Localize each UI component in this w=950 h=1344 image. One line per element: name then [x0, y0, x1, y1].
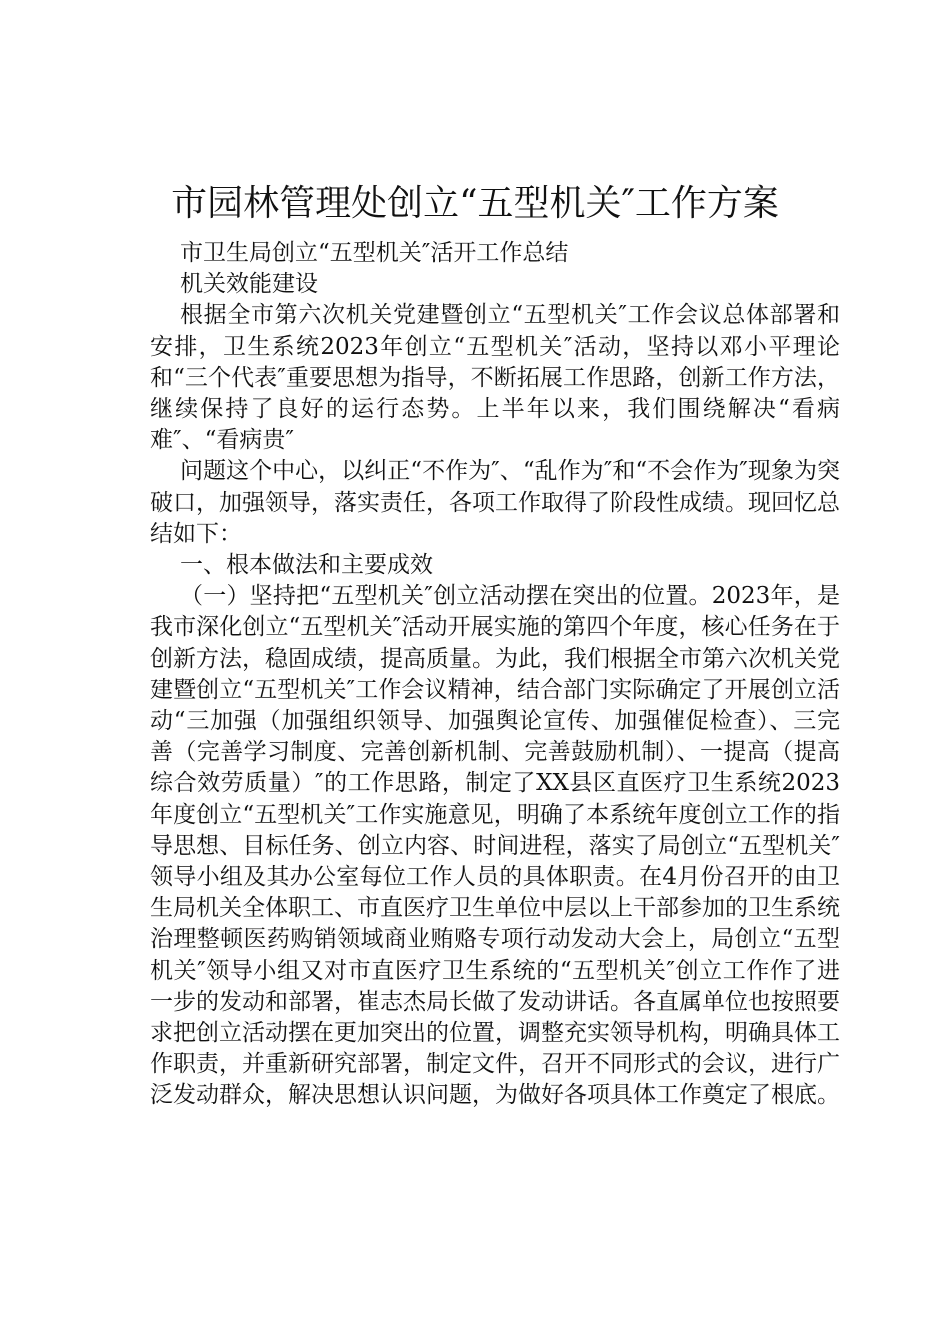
paragraph-heading: 机关效能建设: [180, 271, 318, 298]
section-heading: 一、根本做法和主要成效: [180, 552, 433, 579]
paragraph: 问题这个中心，以纠正“不作为″、“乱作为″和“不会作为″现象为突破口，加强领导，落实责任，各项工作取得了阶段性成绩。现回忆总结如下：: [150, 458, 840, 547]
paragraph: 根据全市第六次机关党建暨创立“五型机关″工作会议总体部署和安排，卫生系统2023年创立“五型机关″活动，坚持以邓小平理论和“三个代表″重要思想为指导，不断拓展工作思路，创新工作方法，继续保持了良好的运行态势。上半年以来，我们围绕解决“看病难″、“看病贵″: [150, 302, 840, 454]
document-title: 市园林管理处创立“五型机关″工作方案: [171, 183, 779, 224]
document-body: [150, 238, 840, 1112]
paragraph-subtitle: 市卫生局创立“五型机关″活开工作总结: [180, 240, 569, 266]
paragraph: （一）坚持把“五型机关″创立活动摆在突出的位置。2023年，是我市深化创立“五型机关″活动开展实施的第四个年度，核心任务在于创新方法，稳固成绩，提高质量。为此，我们根据全市第六次机关党建暨创立“五型机关″工作会议精神，结合部门实际确定了开展创立活动“三加强（加强组织领导、加强舆论宣传、加强催促检查）、三完善（完善学习制度、完善创新机制、完善鼓励机制）、一提高（提高综合效劳质量）″的工作思路，制定了XX县区直医疗卫生系统2023年度创立“五型机关″工作实施意见，明确了本系统年度创立工作的指导思想、目标任务、创立内容、时间进程，落实了局创立“五型机关″领导小组及其办公室每位工作人员的具体职责。在4月份召开的由卫生局机关全体职工、市直医疗卫生单位中层以上干部参加的卫生系统治理整顿医药购销领域商业贿赂专项行动发动大会上，局创立“五型机关″领导小组又对市直医疗卫生系统的“五型机关″创立工作作了进一步的发动和部署，崔志杰局长做了发动讲话。各直属单位也按照要求把创立活动摆在更加突出的位置，调整充实领导机构，明确具体工作职责，并重新研究部署，制定文件，召开不同形式的会议，进行广泛发动群众，解决思想认识问题，为做好各项具体工作奠定了根底。: [150, 583, 840, 1109]
